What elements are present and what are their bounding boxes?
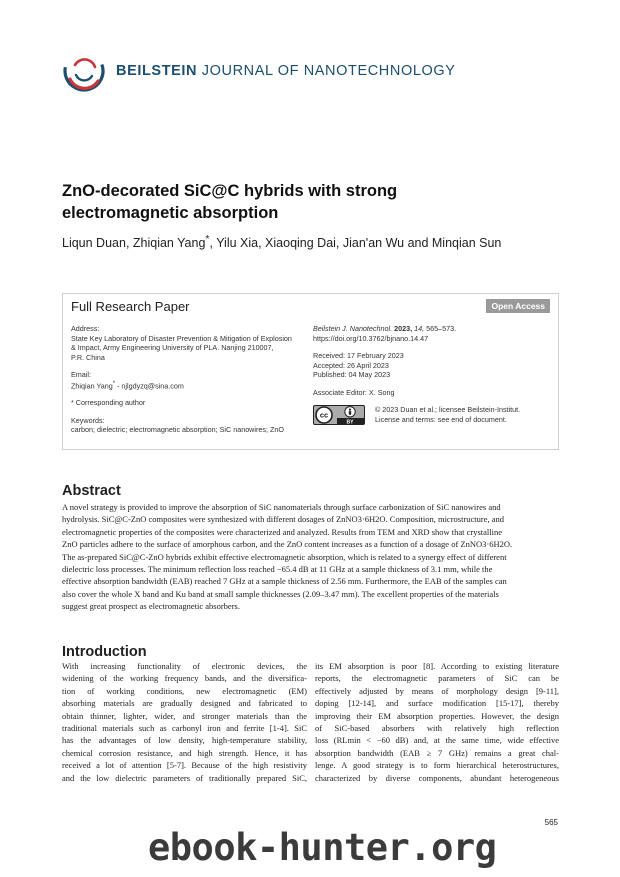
intro-line: traditional materials such as carbonyl iron and ferrite [1-4]. SiC xyxy=(62,723,307,734)
abstract-line: also cover the whole X band and Ku band at small sample thicknesses (2.09–3.47 mm). The excellent properties of the materials xyxy=(62,588,499,599)
abstract-line: ZnO particles adhere to the surface of amorphous carbon, and the ZnO content increases as a function of a dosage of ZnNO3·6H2O. xyxy=(62,539,513,550)
abstract-line: A novel strategy is provided to improve the absorption of SiC nanomaterials through surface carbonization of SiC nanowires and xyxy=(62,502,501,512)
intro-line: tion of working conditions, new electromagnetic (EM) xyxy=(62,685,307,696)
address-label: Address: xyxy=(71,324,100,333)
intro-line: absorbing materials are gradually designed and fabricated to xyxy=(62,698,307,709)
citation-line xyxy=(313,324,553,334)
cc-glyph: cc xyxy=(319,410,329,420)
intro-line: loss (RLmin < −60 dB) and, at the same time, wide effective xyxy=(315,735,559,746)
copyright-line: © 2023 Duan et al.; licensee Beilstein-Institut. xyxy=(375,405,521,414)
journal-masthead xyxy=(62,48,456,94)
license-row xyxy=(313,405,553,425)
introduction-right-column xyxy=(315,660,559,784)
abstract-line: suggest great prospect as electromagnetic absorbers. xyxy=(62,601,240,612)
abstract-body xyxy=(62,501,559,613)
by-glyph: BY xyxy=(346,419,354,425)
citation-journal: Beilstein J. Nanotechnol. xyxy=(313,324,393,333)
introduction-heading: Introduction xyxy=(62,644,147,660)
received-date: Received: 17 February 2023 xyxy=(313,351,404,360)
intro-line: received a lot of attention [5-7]. Because of the high resistivity xyxy=(62,760,307,771)
abstract-line: dielectric loss processes. The minimum reflection loss reached −65.4 dB at 11 GHz at a sample thickness of 3.1 mm, while the xyxy=(62,564,493,575)
abstract-line: electromagnetic properties of the composites were characterized and analyzed. Results from TEM and XRD show that crystalline xyxy=(62,526,503,537)
paper-title xyxy=(62,180,542,224)
paper-type: Full Research Paper xyxy=(71,299,190,314)
page-number: 565 xyxy=(544,818,558,827)
introduction-left-column xyxy=(62,660,307,784)
citation-pages: 565–573. xyxy=(424,324,457,333)
published-date: Published: 04 May 2023 xyxy=(313,370,391,379)
corresponding-note: * Corresponding author xyxy=(71,398,146,408)
journal-name-rest: JOURNAL OF NANOTECHNOLOGY xyxy=(201,63,456,79)
journal-logo-icon xyxy=(62,49,106,93)
intro-line: reports, the electromagnetic parameters of SiC can be xyxy=(315,673,559,684)
cc-by-license-icon[interactable] xyxy=(313,405,365,425)
intro-line: With increasing functionality of electronic devices, the xyxy=(62,661,307,671)
keywords-label: Keywords: xyxy=(71,415,105,425)
intro-line: its EM absorption is poor [8]. According to existing literature xyxy=(315,661,559,671)
address-line: & Impact, Army Engineering University of PLA. Nanjing 210007, xyxy=(71,343,274,352)
associate-editor: Associate Editor: X. Song xyxy=(313,387,395,397)
abstract-line: effective absorption bandwidth (EAB) reached 7 GHz at a sample thickness of 2.56 mm. Furthermore, the EAB of the samples can xyxy=(62,576,507,587)
abstract-heading: Abstract xyxy=(62,483,121,499)
intro-line: of SiC-based absorbers with relatively high reflection xyxy=(315,723,559,734)
email-star: * xyxy=(112,380,116,387)
journal-name xyxy=(116,63,456,79)
email-block xyxy=(71,370,299,390)
accepted-date: Accepted: 26 April 2023 xyxy=(313,360,389,370)
intro-line: has the advantages of low density, high-temperature stability, xyxy=(62,735,307,746)
info-right-column xyxy=(313,324,553,425)
abstract-line: The as-prepared SiC@C-ZnO hybrids exhibit effective electromagnetic absorption, which is related to a synergy effect of different xyxy=(62,551,507,562)
intro-line: effectively adjusted by means of morphology design [9-11], xyxy=(315,685,559,696)
license-text xyxy=(375,405,520,424)
abstract-line: hydrolysis. SiC@C-ZnO composites were synthesized with different dosages of ZnNO3·6H2O. Composition, microstructure, and xyxy=(62,514,505,525)
corresponding-star: * xyxy=(205,234,210,245)
open-access-badge[interactable]: Open Access xyxy=(486,299,550,313)
address-line: State Key Laboratory of Disaster Prevention & Mitigation of Explosion xyxy=(71,333,292,343)
intro-line: lenge. A good strategy is to form hierarchical heterostructures, xyxy=(315,760,559,771)
address-line: P.R. China xyxy=(71,352,105,362)
intro-line: obtain thinner, lighter, wider, and stronger materials than the xyxy=(62,710,307,721)
dates-block xyxy=(313,351,553,380)
intro-line: and the low dielectric parameters of traditionally prepared SiC, xyxy=(62,772,307,783)
journal-name-bold: BEILSTEIN xyxy=(116,63,198,79)
citation-year: 2023, xyxy=(392,324,413,333)
title-line-1: ZnO-decorated SiC@C hybrids with strong xyxy=(62,182,398,200)
watermark-text: ebook-hunter.org xyxy=(148,826,497,869)
authors-part-2: , Yilu Xia, Xiaoqing Dai, Jian'an Wu and Minqian Sun xyxy=(209,236,502,251)
intro-line: absorption bandwidth (EAB ≥ 7 GHz) remains a great chal- xyxy=(315,747,559,758)
email-name: Zhiqian Yang xyxy=(71,380,113,390)
intro-line: improving their EM absorption properties. However, the design xyxy=(315,710,559,721)
email-label: Email: xyxy=(71,370,91,379)
citation-volume: 14, xyxy=(412,324,425,333)
intro-line: characterized by diverse components, abundant heterogeneous xyxy=(315,772,559,783)
intro-line: chemical corrosion resistance, and high strength. Hence, it has xyxy=(62,747,307,758)
address-block xyxy=(71,324,299,362)
title-line-2: electromagnetic absorption xyxy=(62,204,279,222)
citation-block xyxy=(313,324,553,343)
doi-link[interactable]: https://doi.org/10.3762/bjnano.14.47 xyxy=(313,333,429,343)
info-left-column xyxy=(71,324,299,443)
email-line xyxy=(71,380,299,391)
intro-line: doping [12-14], and surface modification [15-17], thereby xyxy=(315,698,559,709)
authors-part-1: Liqun Duan, Zhiqian Yang xyxy=(62,236,206,251)
email-address-link[interactable]: - njlgdyzq@sina.com xyxy=(115,380,184,390)
intro-line: widening of the working frequency bands, and the diversifica- xyxy=(62,673,307,684)
license-terms-link[interactable]: License and terms: see end of document. xyxy=(375,414,507,424)
article-info-box xyxy=(62,293,559,450)
keywords-list: carbon; dielectric; electromagnetic absorption; SiC nanowires; ZnO xyxy=(71,425,284,435)
keywords-block xyxy=(71,416,299,435)
author-list xyxy=(62,234,562,250)
